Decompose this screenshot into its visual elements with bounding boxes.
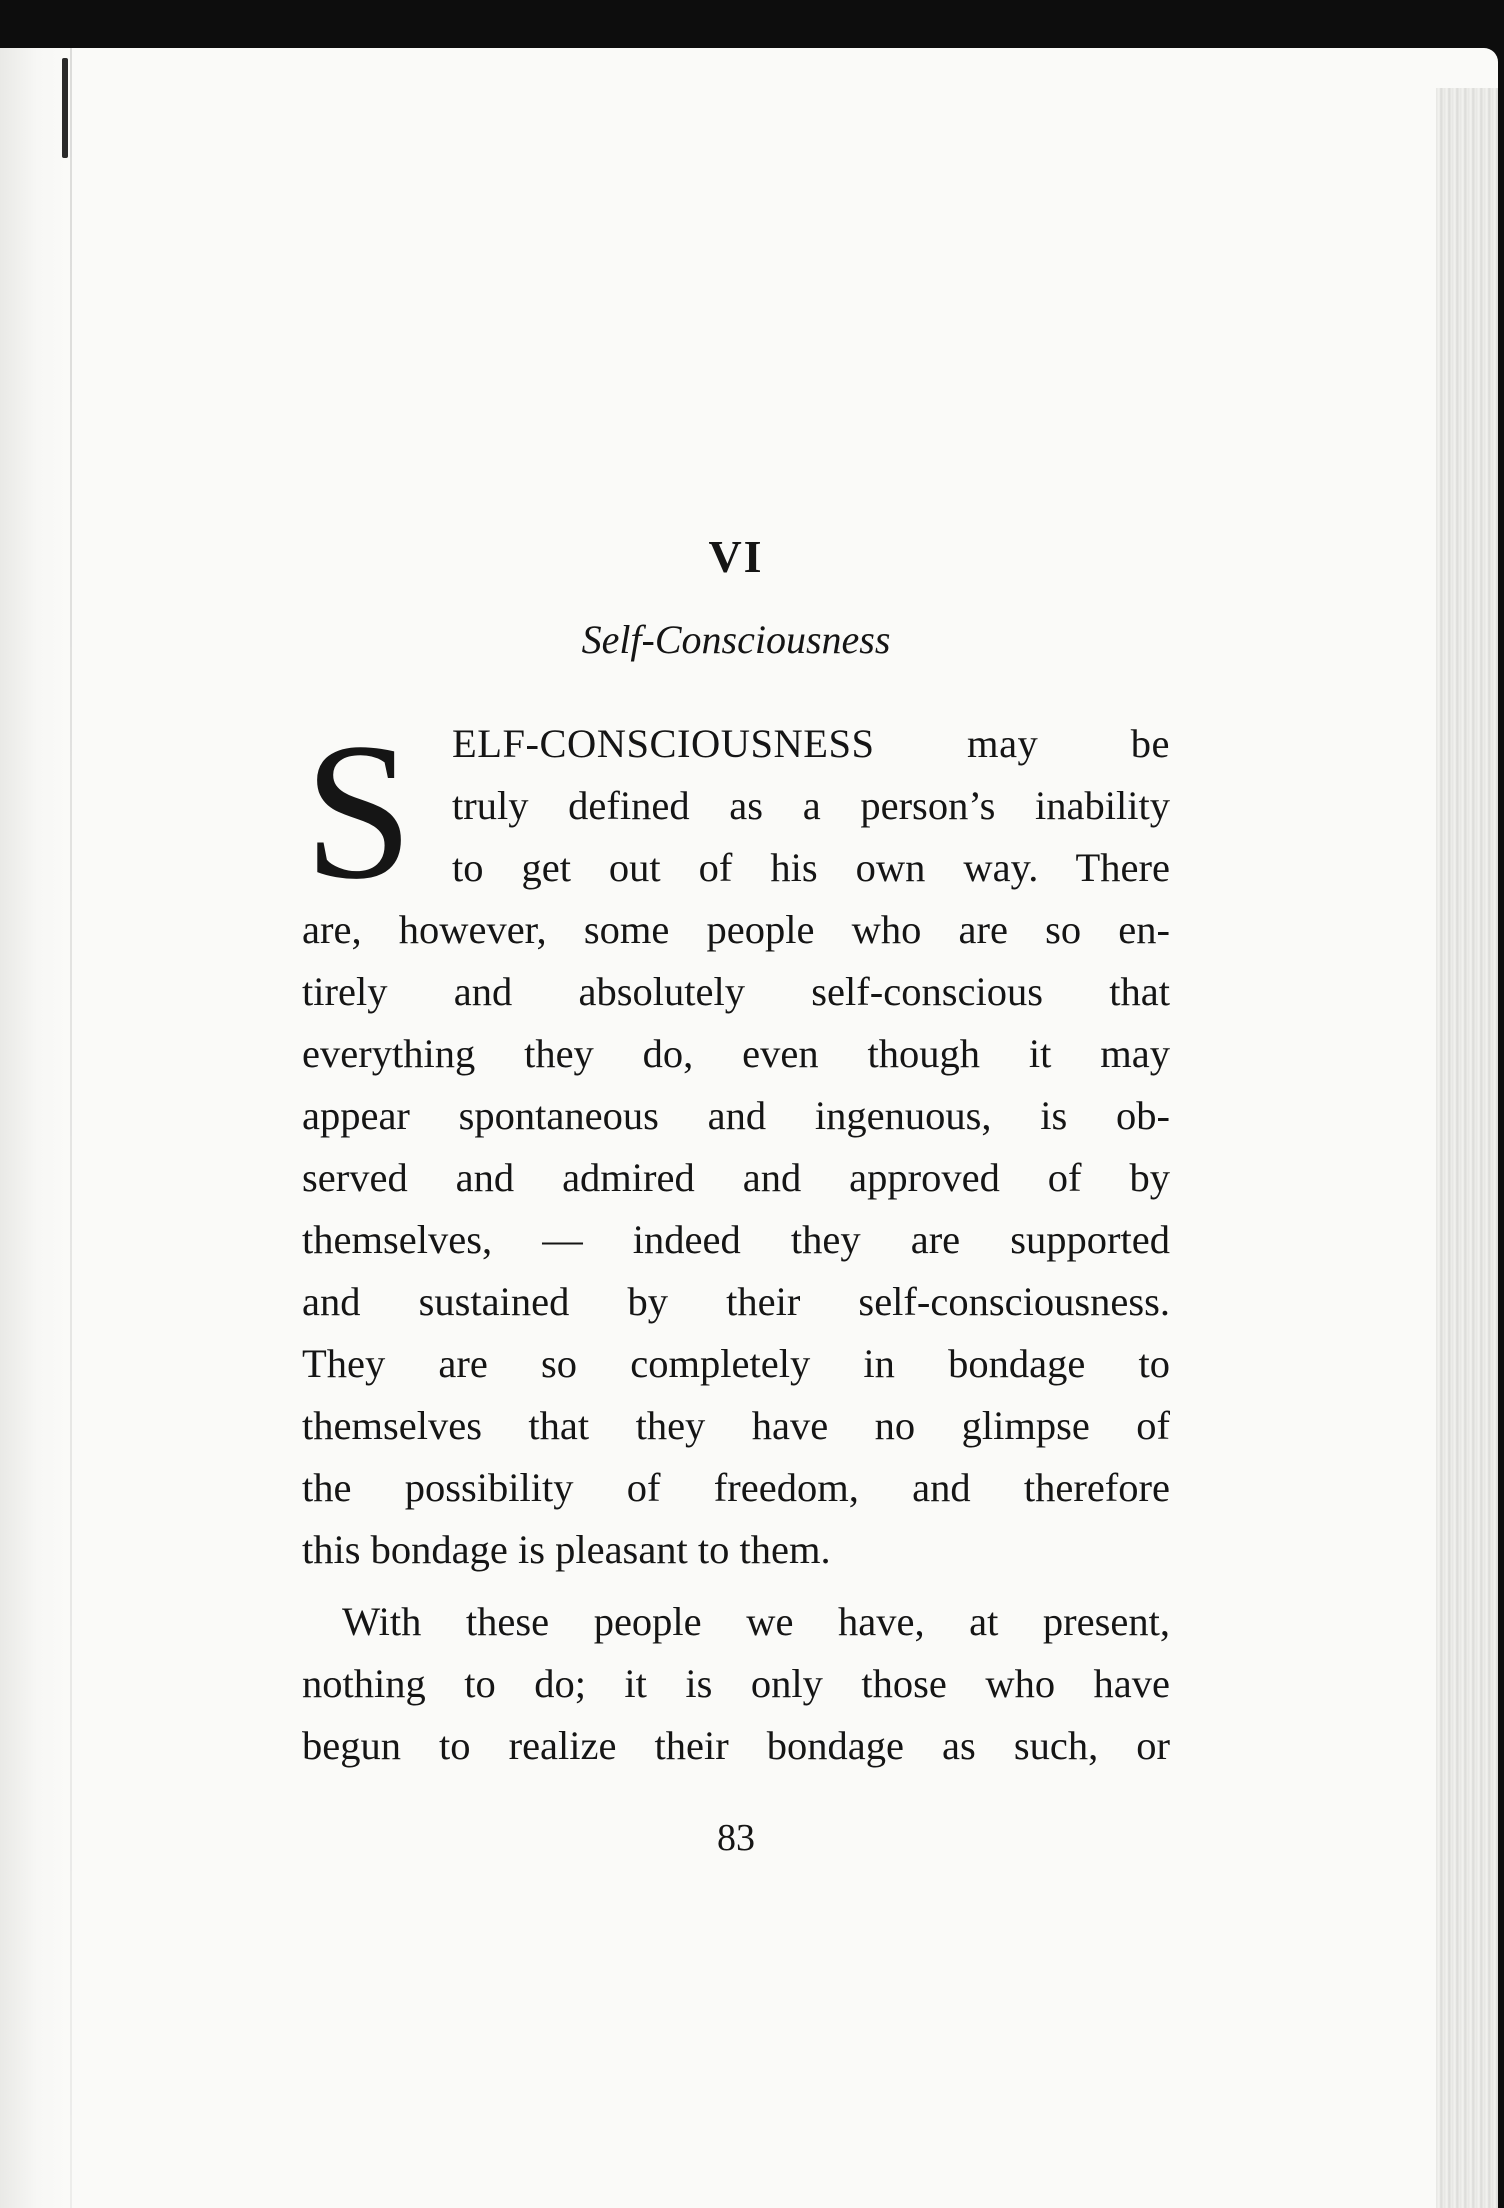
page-edges <box>1436 88 1498 2208</box>
text-line: tirely and absolutely self-conscious that <box>302 969 1170 1014</box>
text-line: They are so completely in bondage to <box>302 1341 1170 1386</box>
drop-cap: S <box>304 703 414 920</box>
page-number: 83 <box>717 1817 755 1859</box>
text-line: this bondage is pleasant to them. <box>302 1527 831 1572</box>
gutter-shadow <box>0 48 68 2208</box>
text-line: begun to realize their bondage as such, or <box>302 1723 1170 1768</box>
text-line: the possibility of freedom, and therefore <box>302 1465 1170 1510</box>
text-line: themselves, — indeed they are supported <box>302 1217 1170 1262</box>
text-line: are, however, some people who are so en- <box>302 907 1170 952</box>
text-line: to get out of his own way. There <box>452 845 1170 890</box>
binding-mark <box>62 58 68 158</box>
text-line: everything they do, even though it may <box>302 1031 1170 1076</box>
book-page <box>0 48 1498 2208</box>
text-line: truly defined as a person’s inability <box>452 783 1170 828</box>
text-line: appear spontaneous and ingenuous, is ob- <box>302 1093 1170 1138</box>
text-line: and sustained by their self-consciousness. <box>302 1279 1170 1324</box>
chapter-number: VI <box>708 531 764 582</box>
text-line: nothing to do; it is only those who have <box>302 1661 1170 1706</box>
chapter-title: Self-Consciousness <box>581 617 891 662</box>
gutter-line <box>70 48 72 2208</box>
text-line: ELF-CONSCIOUSNESS may be <box>452 721 1170 766</box>
text-line: themselves that they have no glimpse of <box>302 1403 1170 1448</box>
text-line: With these people we have, at present, <box>342 1599 1170 1644</box>
text-line: served and admired and approved of by <box>302 1155 1170 1200</box>
